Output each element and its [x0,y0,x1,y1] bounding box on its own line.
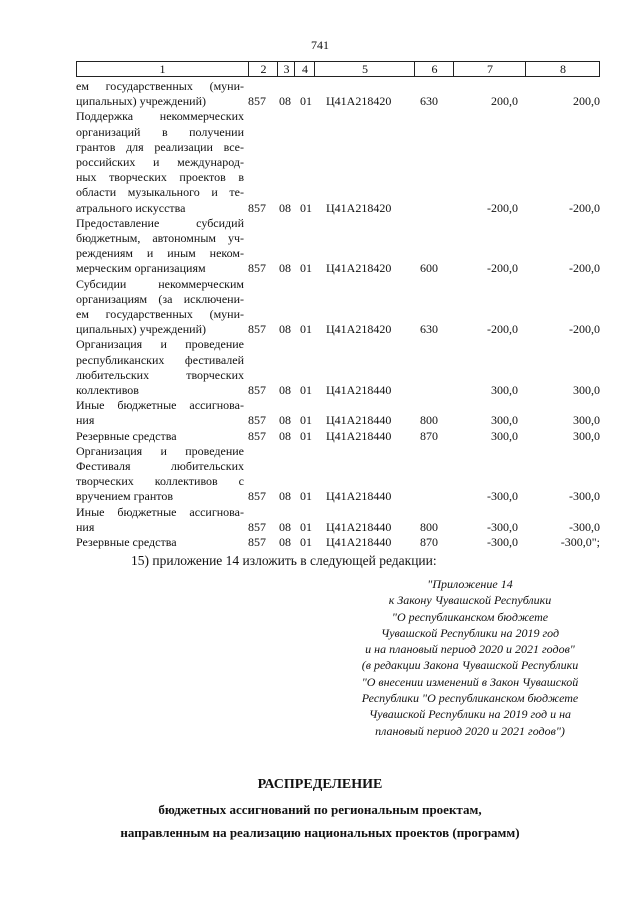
subsection-code: 01 [300,322,312,337]
header-col-8: 8 [525,62,600,76]
row-description-line: Иные бюджетные ассигнова- [76,398,244,413]
row-description-line: бюджетным, автономным уч- [76,231,244,246]
row-description-line: ципальных) учреждений) [76,322,206,337]
subsection-code: 01 [300,519,312,534]
row-description-line: Субсидии некоммерческим [76,276,244,291]
table-row [76,337,606,398]
row-description-line: творческих коллективов с [76,474,244,489]
row-description [76,444,244,505]
row-description-line: ем государственных (муни- [76,79,244,93]
amount-2021: -300,0"; [560,535,600,550]
amount-2021: -200,0 [569,261,600,276]
section-code: 08 [279,261,291,276]
row-description-line: организаций в получении [76,124,244,139]
amount-2021: -200,0 [569,200,600,215]
ministry-code: 857 [248,261,266,276]
row-description-line: грантов для реализации все- [76,139,244,154]
annex-line: Чувашской Республики на 2019 год и на [368,707,572,722]
header-col-3: 3 [277,62,295,76]
amount-2021: 200,0 [573,94,600,109]
header-col-1: 1 [159,62,166,76]
annex-line: "Приложение 14 [427,577,513,591]
target-article-code: Ц41А218440 [326,489,392,504]
row-description [76,398,244,428]
expense-type-code: 800 [420,413,438,428]
row-description-line: Предоставление субсидий [76,215,244,230]
amount-2021: 300,0 [573,428,600,443]
ministry-code: 857 [248,94,266,109]
annex-reference [310,576,630,739]
amount-2020: 300,0 [491,428,518,443]
expense-type-code: 600 [420,261,438,276]
row-description [76,535,244,550]
header-col-2: 2 [248,62,278,76]
table-row [76,277,606,338]
section-code: 08 [279,322,291,337]
ministry-code: 857 [248,200,266,215]
row-description [76,216,244,277]
row-description-line: реждениям и иным неком- [76,246,244,261]
target-article-code: Ц41А218440 [326,428,392,443]
row-description-line: ем государственных (муни- [76,307,244,322]
ministry-code: 857 [248,322,266,337]
table-row [76,109,606,215]
row-description-line: ципальных) учреждений) [76,94,206,109]
row-description-line: Резервные средства [76,535,177,550]
header-col-5: 5 [314,62,415,76]
row-description-line: Резервные средства [76,428,177,443]
target-article-code: Ц41А218440 [326,413,392,428]
ministry-code: 857 [248,535,266,550]
table-row [76,216,606,277]
table-row [76,535,606,550]
document-subtitle-line-2: направленным на реализацию национальных проектов (программ) [120,825,520,840]
subsection-code: 01 [300,535,312,550]
annex-line: (в редакции Закона Чувашской Республики [361,658,579,673]
annex-line: к Закону Чувашской Республики [388,593,552,608]
row-description-line: Организация и проведение [76,337,244,352]
row-description [76,337,244,398]
annex-line: и на плановый период 2020 и 2021 годов" [365,642,575,657]
amount-2020: -200,0 [487,322,518,337]
target-article-code: Ц41А218440 [326,519,392,534]
document-subtitle-line-1: бюджетных ассигнований по региональным проектам, [158,802,482,817]
amount-2020: -300,0 [487,489,518,504]
ministry-code: 857 [248,519,266,534]
target-article-code: Ц41А218420 [326,322,392,337]
target-article-code: Ц41А218420 [326,261,392,276]
subsection-code: 01 [300,489,312,504]
subsection-code: 01 [300,200,312,215]
row-description-line: российских и международ- [76,155,244,170]
row-description-line: организациям (за исключени- [76,291,244,306]
subsection-code: 01 [300,413,312,428]
amount-2020: -200,0 [487,261,518,276]
row-description [76,505,244,535]
expense-type-code: 630 [420,322,438,337]
subsection-code: 01 [300,383,312,398]
row-description-line: ния [76,519,95,534]
row-description-line: Фестиваля любительских [76,459,244,474]
subsection-code: 01 [300,428,312,443]
table-row [76,398,606,428]
section-code: 08 [279,489,291,504]
expense-type-code: 870 [420,535,438,550]
annex-line: "О республиканском бюджете [391,609,549,624]
amount-2020: -200,0 [487,200,518,215]
subsection-code: 01 [300,94,312,109]
row-description-line: ных творческих проектов в [76,170,244,185]
amount-2020: 300,0 [491,413,518,428]
target-article-code: Ц41А218420 [326,200,392,215]
expense-type-code: 800 [420,519,438,534]
amendment-instruction: 15) приложение 14 изложить в следующей редакции: [131,553,437,568]
table-row [76,444,606,505]
ministry-code: 857 [248,383,266,398]
table-row [76,79,606,109]
row-description-line: мерческим организациям [76,261,206,276]
row-description-line: атрального искусства [76,200,186,215]
ministry-code: 857 [248,413,266,428]
header-col-7: 7 [453,62,526,76]
row-description-line: Организация и проведение [76,443,244,458]
row-description-line: Поддержка некоммерческих [76,109,244,124]
amount-2020: 200,0 [491,94,518,109]
annex-line: плановый период 2020 и 2021 годов") [375,723,565,738]
section-code: 08 [279,94,291,109]
row-description-line: коллективов [76,383,139,398]
header-col-4: 4 [294,62,315,76]
row-description-line: ния [76,413,95,428]
target-article-code: Ц41А218440 [326,535,392,550]
row-description-line: республиканских фестивалей [76,352,244,367]
table-row [76,505,606,535]
amount-2020: -300,0 [487,519,518,534]
section-code: 08 [279,200,291,215]
amount-2021: -300,0 [569,489,600,504]
target-article-code: Ц41А218440 [326,383,392,398]
subsection-code: 01 [300,261,312,276]
row-description-line: вручением грантов [76,489,174,504]
row-description [76,79,244,109]
row-description-line: любительских творческих [76,367,244,382]
section-code: 08 [279,535,291,550]
amount-2021: 300,0 [573,383,600,398]
row-description [76,109,244,215]
ministry-code: 857 [248,428,266,443]
header-col-6: 6 [414,62,454,76]
document-title: РАСПРЕДЕЛЕНИЕ [257,777,383,792]
annex-line: Республики "О республиканском бюджете [361,691,579,706]
amount-2020: 300,0 [491,383,518,398]
expense-type-code: 630 [420,94,438,109]
ministry-code: 857 [248,489,266,504]
row-description-line: области музыкального и те- [76,185,244,200]
amount-2021: 300,0 [573,413,600,428]
budget-table-body [76,79,606,550]
page-number: 741 [311,38,329,52]
section-code: 08 [279,383,291,398]
amount-2020: -300,0 [487,535,518,550]
annex-line: "О внесении изменений в Закон Чувашской [361,674,579,689]
row-description-line: Иные бюджетные ассигнова- [76,504,244,519]
table-row [76,429,606,444]
amount-2021: -200,0 [569,322,600,337]
section-code: 08 [279,413,291,428]
expense-type-code: 870 [420,428,438,443]
section-code: 08 [279,428,291,443]
table-header [76,61,600,77]
section-code: 08 [279,519,291,534]
row-description [76,277,244,338]
row-description [76,429,244,444]
target-article-code: Ц41А218420 [326,94,392,109]
amount-2021: -300,0 [569,519,600,534]
annex-line: Чувашской Республики на 2019 год [380,625,560,640]
